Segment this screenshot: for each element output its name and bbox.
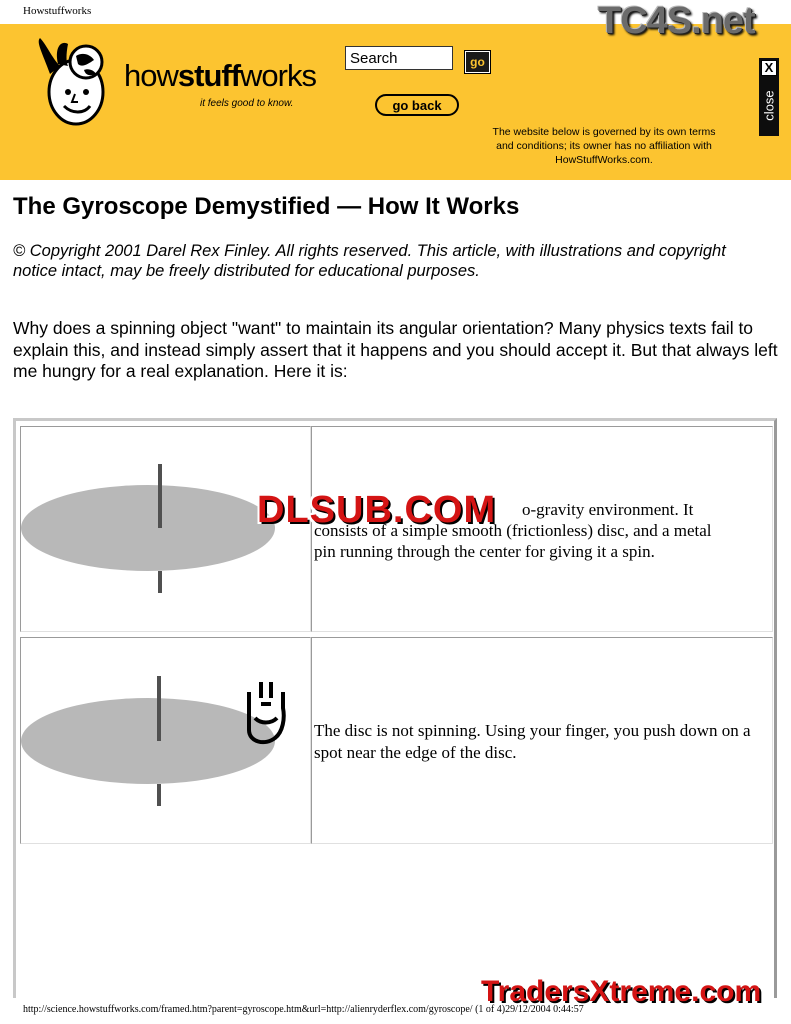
- search-go-button[interactable]: go: [465, 51, 490, 73]
- logo-suffix: works: [240, 58, 316, 93]
- tc4s-watermark: TC4S.net: [598, 0, 755, 42]
- search-input[interactable]: [345, 46, 453, 70]
- hsw-tagline: it feels good to know.: [200, 98, 294, 109]
- hsw-logo-wordmark[interactable]: [124, 58, 316, 94]
- intro-paragraph: Why does a spinning object "want" to maintain its angular orientation? Many physics texts fail to explain this, and instead simply assert that it happens and you should accept it. But that always left me hungry for a real explanation. Here it is:: [13, 318, 778, 381]
- tradersxtreme-watermark: TradersXtreme.com: [481, 975, 762, 1008]
- dlsub-watermark: DLSUB.COM: [257, 489, 497, 531]
- copyright-notice: © Copyright 2001 Darel Rex Finley. All rights reserved. This article, with illustrations and copyright notice intact, may be freely distributed for educational purposes.: [13, 242, 726, 280]
- print-header: Howstuffworks: [23, 5, 92, 17]
- gyroscope-disc-finger-illustration: [21, 638, 310, 843]
- row1-text-line1: o-gravity environment. It: [522, 500, 694, 519]
- close-icon[interactable]: X: [761, 60, 777, 76]
- row2-text-cell: [311, 637, 773, 844]
- hsw-banner: [0, 24, 791, 180]
- row2-image-cell: [20, 637, 311, 844]
- footer-url: http://science.howstuffworks.com/framed.htm?parent=gyroscope.htm&url=http://alienryderflex.com/gyroscope/ (1 of 4)29/12/2004 0:44:57: [23, 1004, 584, 1015]
- page-title: The Gyroscope Demystified — How It Works: [13, 193, 520, 220]
- row1-text-line3: pin running through the center for giving it a spin.: [314, 542, 655, 561]
- logo-bold: stuff: [177, 58, 241, 93]
- row2-text: The disc is not spinning. Using your finger, you push down on a spot near the edge of the disc.: [314, 721, 751, 762]
- logo-prefix: how: [124, 58, 178, 93]
- close-label: close: [761, 90, 777, 121]
- row1-text-line2: consists of a simple smooth (frictionless) disc, and a metal: [314, 521, 712, 540]
- close-frame-button[interactable]: [759, 58, 779, 136]
- hsw-logo-head-icon[interactable]: [28, 34, 118, 130]
- affiliation-disclaimer: The website below is governed by its own terms and conditions; its owner has no affiliation with HowStuffWorks.com.: [492, 126, 716, 166]
- go-back-button[interactable]: go back: [375, 94, 459, 116]
